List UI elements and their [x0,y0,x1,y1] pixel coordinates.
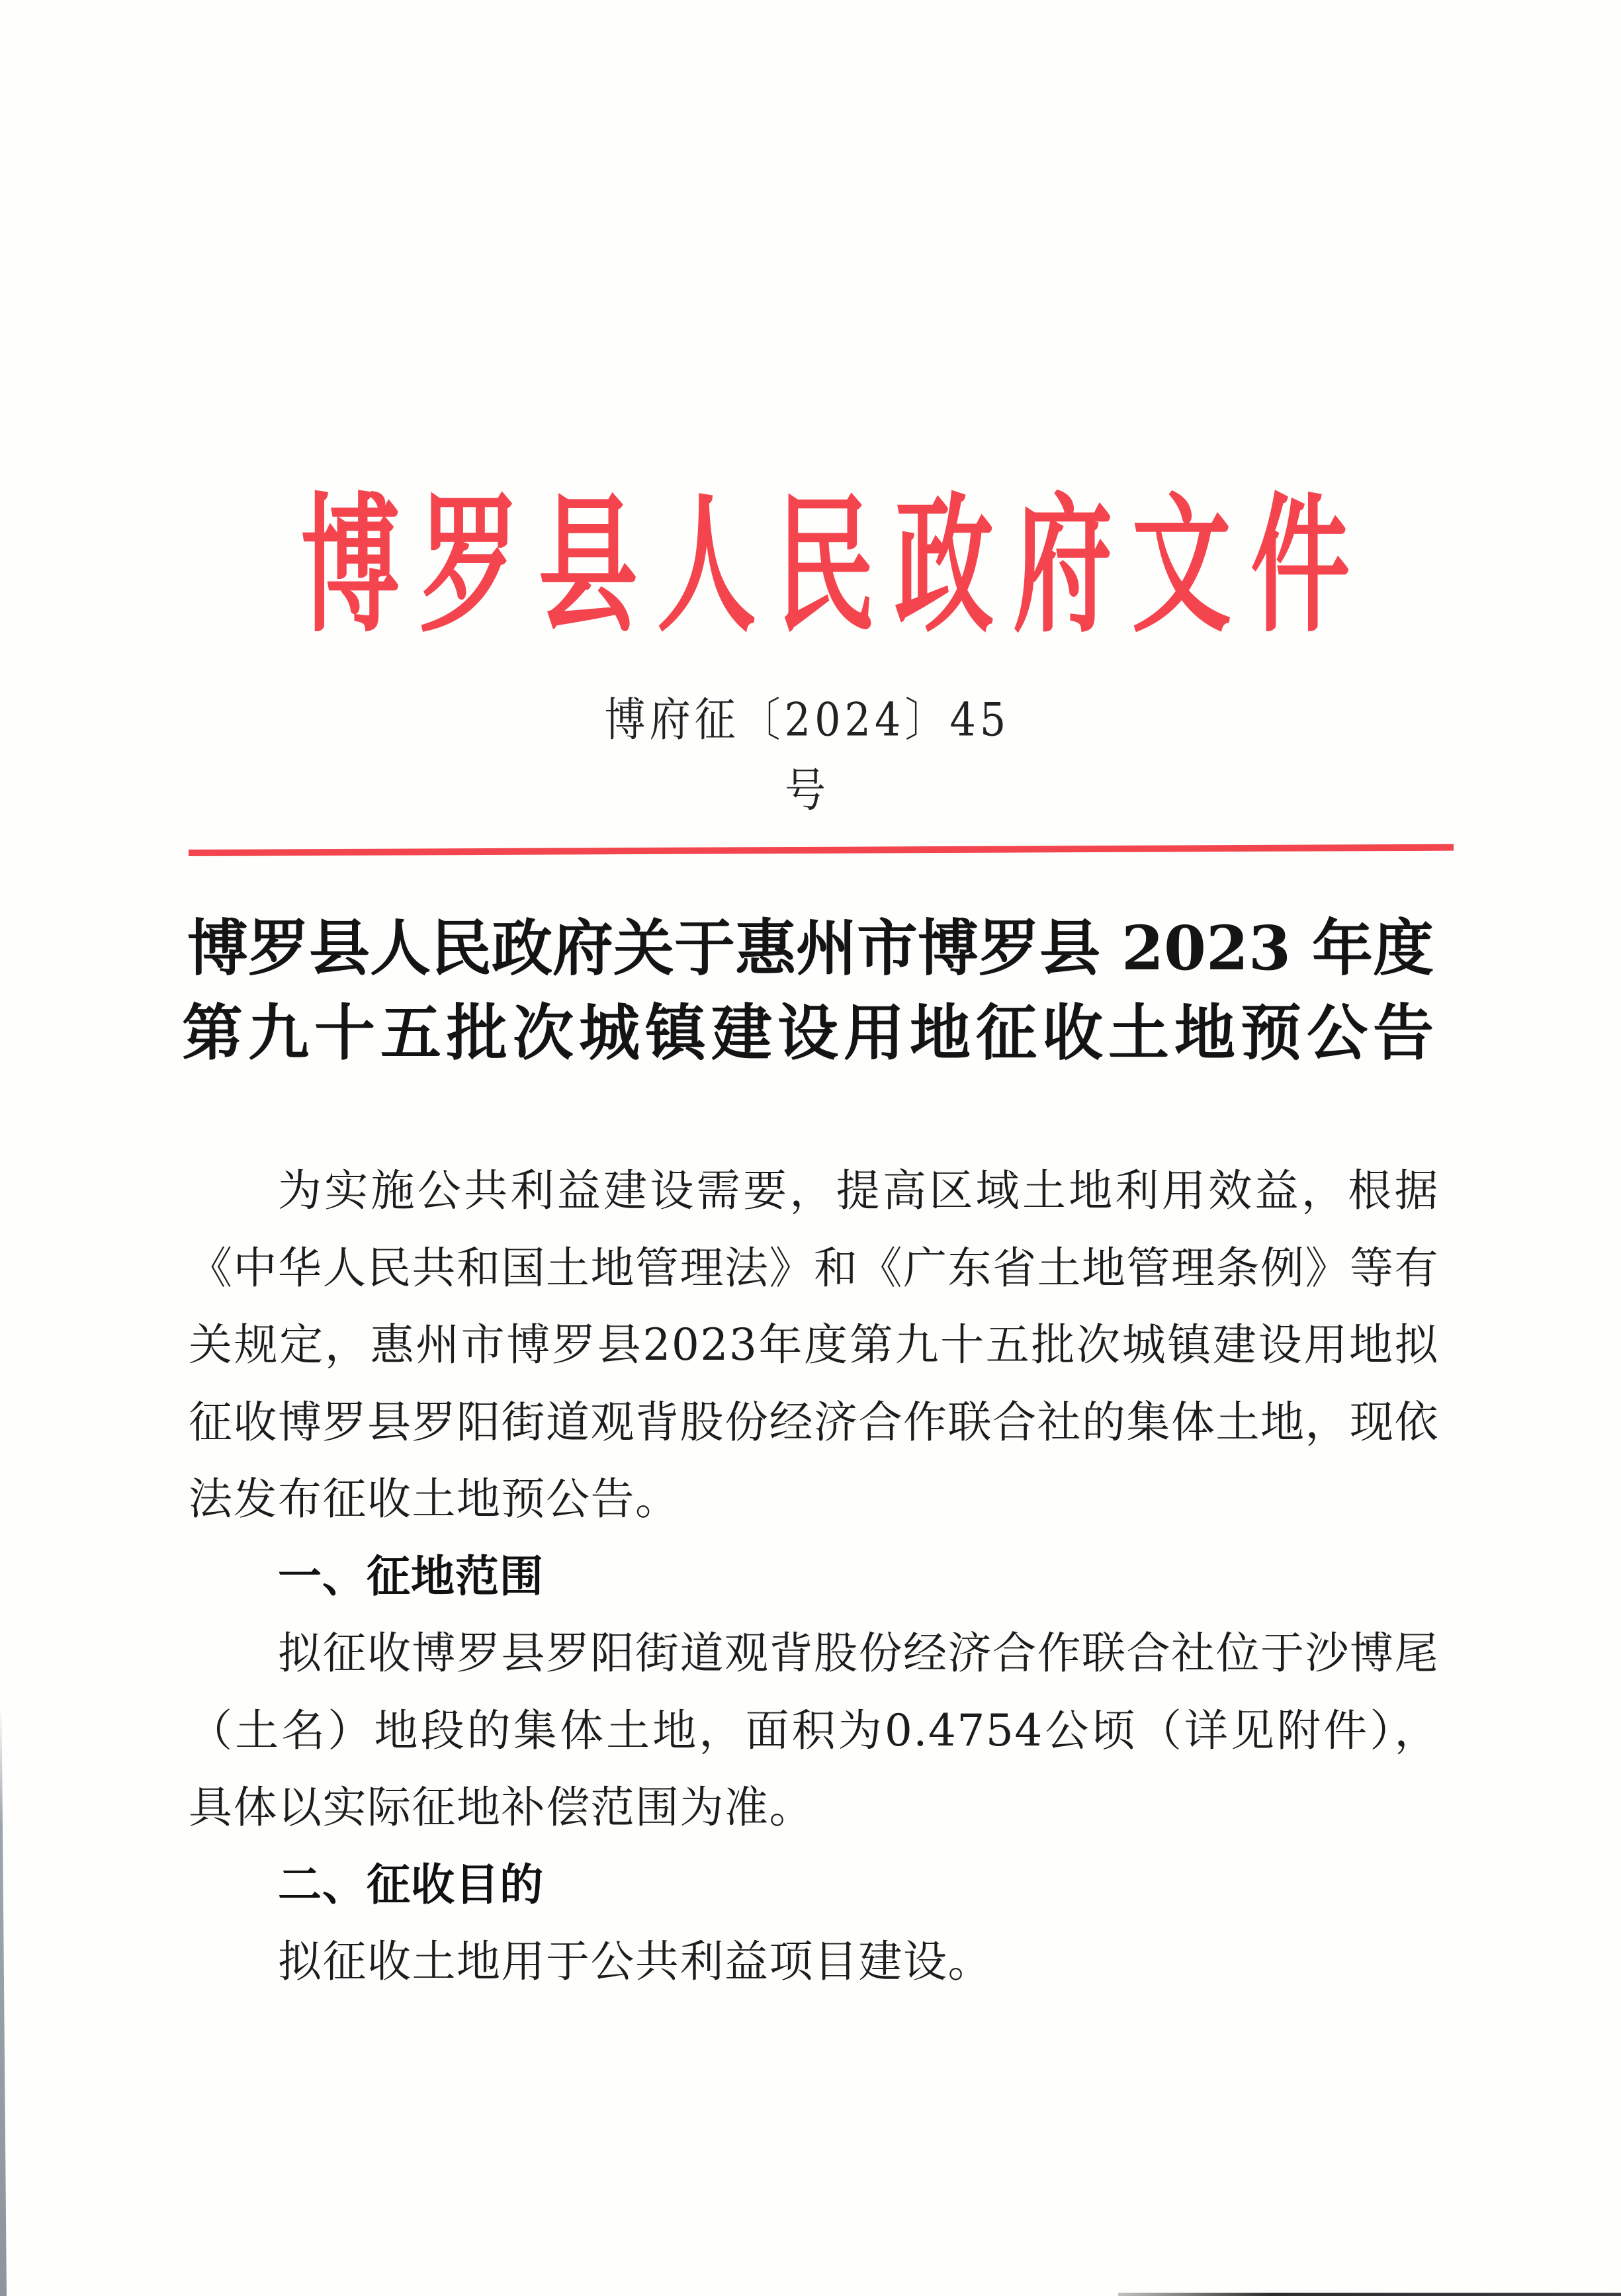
section-content-scope: 拟征收博罗县罗阳街道观背股份经济合作联合社位于沙博尾（土名）地段的集体土地，面积为0.4754公顷（详见附件），具体以实际征地补偿范围为准。 [189,1628,1439,1833]
issuer-header-char: 罗 [419,478,519,653]
scan-edge-left [0,1707,7,2296]
document-title-line-2: 第九十五批次城镇建设用地征收土地预公告 [181,997,1439,1069]
document-title-line-1: 博罗县人民政府关于惠州市博罗县 2023 年度 [187,912,1434,984]
issuer-header-char: 件 [1250,478,1350,653]
intro-paragraph: 为实施公共利益建设需要，提高区域土地利用效益，根据《中华人民共和国土地管理法》和《广东省土地管理条例》等有关规定，惠州市博罗县2023年度第九十五批次城镇建设用地拟征收博罗县罗阳街道观背股份经济合作联合社的集体土地，现依法发布征收土地预公告。 [189,1165,1439,1524]
scan-edge-bottom [1118,2293,1621,2296]
red-divider-rule [189,844,1454,856]
section-heading-purpose: 二、征收目的 [278,1859,544,1910]
issuer-header-char: 府 [1013,478,1113,653]
issuer-header-char: 博 [300,478,400,653]
issuer-header-char: 文 [1131,478,1231,653]
issuer-header [291,478,1360,653]
issuer-header-char: 县 [538,478,638,653]
issuer-header-char: 政 [894,478,994,653]
issuer-header-char: 民 [775,478,875,653]
section-content-purpose: 拟征收土地用于公共利益项目建设。 [278,1936,992,1987]
document-number: 博府征〔2024〕45号 [604,692,1010,817]
document-body [189,1153,1439,2001]
section-heading-scope: 一、征地范围 [278,1550,544,1602]
issuer-header-char: 人 [657,478,757,653]
